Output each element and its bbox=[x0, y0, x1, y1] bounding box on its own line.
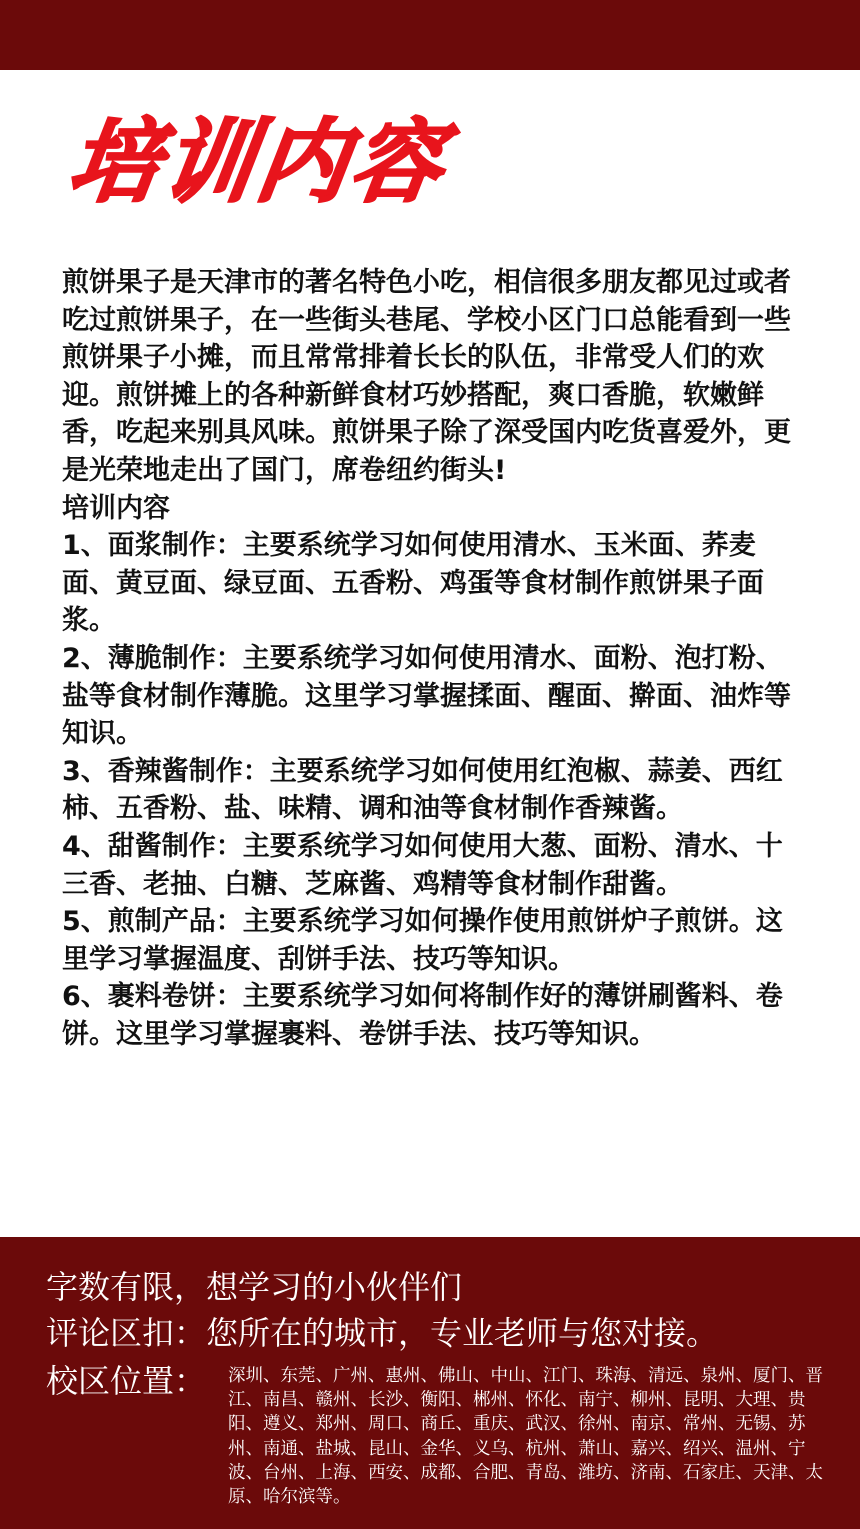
training-item-6: 6、裹料卷饼：主要系统学习如何将制作好的薄饼刷酱料、卷饼。这里学习掌握裹料、卷饼手法、技巧等知识。 bbox=[62, 981, 783, 1050]
top-banner bbox=[0, 0, 860, 70]
training-item-3: 3、香辣酱制作：主要系统学习如何使用红泡椒、蒜姜、西红柿、五香粉、盐、味精、调和油等食材制作香辣酱。 bbox=[62, 755, 783, 825]
article-body bbox=[62, 264, 802, 1053]
intro-paragraph: 煎饼果子是天津市的著名特色小吃，相信很多朋友都见过或者吃过煎饼果子，在一些街头巷尾、学校小区门口总能看到一些煎饼果子小摊，而且常常排着长长的队伍，非常受人们的欢迎。煎饼摊上的各种新鲜食材巧妙搭配，爽口香脆，软嫩鲜香，吃起来别具风味。煎饼果子除了深受国内吃货喜爱外，更是光荣地走出了国门，席卷纽约街头! bbox=[62, 267, 791, 486]
training-item-2: 2、薄脆制作：主要系统学习如何使用清水、面粉、泡打粉、盐等食材制作薄脆。这里学习掌握揉面、醒面、擀面、油炸等知识。 bbox=[62, 642, 791, 750]
training-item-1: 1、面浆制作：主要系统学习如何使用清水、玉米面、荞麦面、黄豆面、绿豆面、五香粉、鸡蛋等食材制作煎饼果子面浆。 bbox=[62, 530, 764, 637]
footer-line-1: 字数有限，想学习的小伙伴们 bbox=[46, 1268, 463, 1306]
training-item-5: 5、煎制产品：主要系统学习如何操作使用煎饼炉子煎饼。这里学习掌握温度、刮饼手法、技巧等知识。 bbox=[62, 906, 783, 975]
campus-city-list: 深圳、东莞、广州、惠州、佛山、中山、江门、珠海、清远、泉州、厦门、晋江、南昌、赣州、长沙、衡阳、郴州、怀化、南宁、柳州、昆明、大理、贵阳、遵义、郑州、周口、商丘、重庆、武汉、徐州、南京、常州、无锡、苏州、南通、盐城、昆山、金华、义乌、杭州、萧山、嘉兴、绍兴、温州、宁波、台州、上海、西安、成都、合肥、青岛、潍坊、济南、石家庄、天津、太原、哈尔滨等。 bbox=[228, 1366, 823, 1508]
footer-line-2: 评论区扣：您所在的城市，专业老师与您对接。 bbox=[46, 1314, 719, 1352]
footer-banner bbox=[0, 1237, 860, 1529]
training-item-4: 4、甜酱制作：主要系统学习如何使用大葱、面粉、清水、十三香、老抽、白糖、芝麻酱、鸡精等食材制作甜酱。 bbox=[62, 830, 783, 900]
campus-label: 校区位置： bbox=[46, 1362, 207, 1400]
page-title: 培训内容 bbox=[62, 110, 454, 215]
section-title: 培训内容 bbox=[62, 492, 170, 524]
